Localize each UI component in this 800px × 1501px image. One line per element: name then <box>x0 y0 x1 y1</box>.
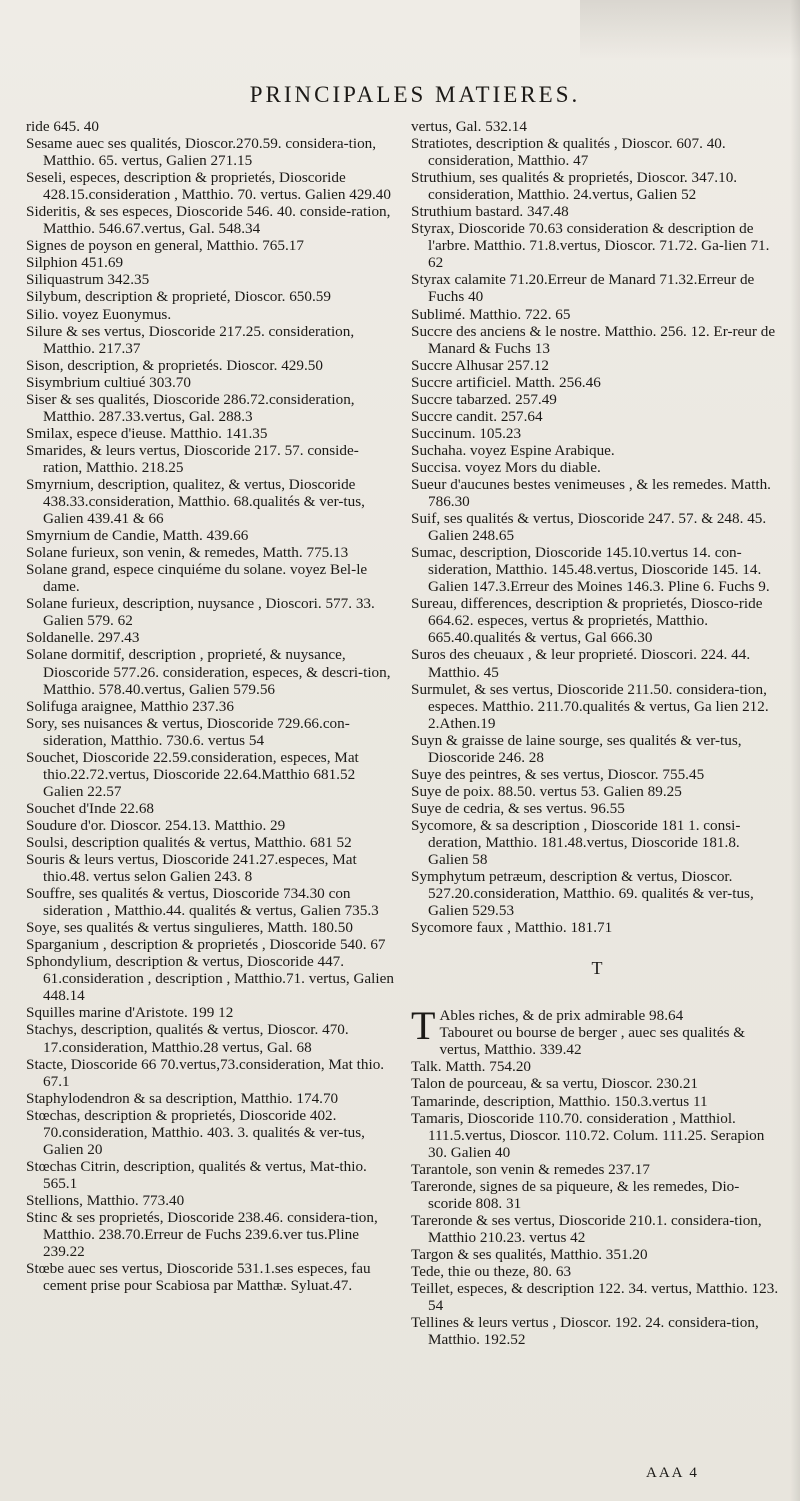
index-entry: Stœbe auec ses vertus, Dioscoride 531.1.ses especes, fau cement prise pour Scabiosa par Matthæ. Syluat.47. <box>26 1260 371 1295</box>
index-entry: Stinc & ses proprietés, Dioscoride 238.46. considera-tion, Matthio. 238.70.Erreur de Fuchs 239.6.ver tus.Pline 239.22 <box>26 1209 378 1261</box>
index-entries-s <box>411 118 783 936</box>
index-entry: Silphion 451.69 <box>26 254 124 272</box>
index-entry: Signes de poyson en general, Matthio. 765.17 <box>26 237 304 255</box>
index-entry: Tarantole, son venin & remedes 237.17 <box>411 1160 650 1178</box>
signature-mark: AAA 4 <box>646 1465 699 1481</box>
index-entry: Solane dormitif, description , proprieté, & nuysance, Dioscoride 577.26. consideration, especes, & descri-tion, Matthio. 578.40.vertus, Galien 579.56 <box>26 646 391 698</box>
index-entry: Souchet, Dioscoride 22.59.consideration, especes, Mat thio.22.72.vertus, Dioscoride 22.64.Matthio 681.52 Galien 22.57 <box>26 748 359 800</box>
index-entry: Stœchas Citrin, description, qualités & vertus, Mat-thio. 565.1 <box>26 1157 367 1192</box>
index-entry: Smyrnium de Candie, Matth. 439.66 <box>26 527 249 545</box>
index-entry: vertus, Gal. 532.14 <box>411 118 527 135</box>
index-entry: Soldanelle. 297.43 <box>26 629 140 647</box>
index-entry: Symphytum petræum, description & vertus, Dioscor. 527.20.consideration, Matthio. 69. qualités & ver-tus, Galien 529.53 <box>411 868 754 920</box>
index-entry: Siser & ses qualités, Dioscoride 286.72.consideration, Matthio. 287.33.vertus, Gal. 288.3 <box>26 390 355 425</box>
index-entry: Solane furieux, son venin, & remedes, Matth. 775.13 <box>26 544 349 562</box>
index-entry: Tamarinde, description, Matthio. 150.3.vertus 11 <box>411 1092 708 1110</box>
page-edge-shadow <box>580 0 800 60</box>
index-entry: Soulsi, description qualités & vertus, Matthio. 681 52 <box>26 833 352 851</box>
index-entry: Silybum, description & proprieté, Dioscor. 650.59 <box>26 288 331 306</box>
index-entry: Stœchas, description & proprietés, Dioscoride 402. 70.consideration, Matthio. 403. 3. qualités & ver-tus, Galien 20 <box>26 1106 365 1158</box>
index-entry: Sueur d'aucunes bestes venimeuses , & les remedes. Matth. 786.30 <box>411 475 771 511</box>
index-entry: Solifuga araignee, Matthio 237.36 <box>26 697 234 715</box>
index-entry: Stellions, Matthio. 773.40 <box>26 1191 185 1209</box>
page-title: PRINCIPALES MATIERES. <box>249 82 581 107</box>
index-entry: ride 645. 40 <box>26 118 99 135</box>
index-entry: Solane grand, espece cinquiéme du solane. voyez Bel-le dame. <box>26 561 368 596</box>
index-entry: Suif, ses qualités & vertus, Dioscoride 247. 57. & 248. 45. Galien 248.65 <box>411 510 767 545</box>
index-entry: Struthium bastard. 347.48 <box>411 203 569 221</box>
index-entry: Sory, ses nuisances & vertus, Dioscoride 729.66.con-sideration, Matthio. 730.6. vertus 54 <box>26 714 350 749</box>
section-letter-t: T <box>591 958 603 979</box>
index-entry: Succre des anciens & le nostre. Matthio. 256. 12. Er-reur de Manard & Fuchs 13 <box>411 322 776 357</box>
index-entry: Stratiotes, description & qualités , Dioscor. 607. 40. consideration, Matthio. 47 <box>411 135 726 170</box>
index-entry: Sesame auec ses qualités, Dioscor.270.59. considera-tion, Matthio. 65. vertus, Galien 271.15 <box>26 135 377 170</box>
index-entry: Smilax, espece d'ieuse. Matthio. 141.35 <box>26 424 268 442</box>
entry-text: Ables riches, & de prix admirable 98.64 <box>439 1007 684 1025</box>
index-entry: Silio. voyez Euonymus. <box>26 305 172 323</box>
index-entry: Tellines & leurs vertus , Dioscor. 192. 24. considera-tion, Matthio. 192.52 <box>411 1314 759 1349</box>
index-entry: Styrax calamite 71.20.Erreur de Manard 71.32.Erreur de Fuchs 40 <box>411 271 755 306</box>
index-entry: Sphondylium, description & vertus, Dioscoride 447. 61.consideration , description , Matthio.71. vertus, Galien 448.14 <box>26 953 394 1005</box>
index-entry: Succre artificiel. Matth. 256.46 <box>411 373 601 391</box>
index-entry: Smarides, & leurs vertus, Dioscoride 217. 57. conside-ration, Matthio. 218.25 <box>26 441 359 476</box>
index-entry: Surmulet, & ses vertus, Dioscoride 211.50. considera-tion, especes. Matthio. 211.70.qualités & vertus, Ga lien 212. 2.Athen.19 <box>411 680 769 732</box>
index-entry: Tareronde, signes de sa piqueure, & les remedes, Dio-scoride 808. 31 <box>411 1177 740 1212</box>
index-entry <box>411 1003 783 1059</box>
index-entry: Talon de pourceau, & sa vertu, Dioscor. 230.21 <box>411 1075 699 1093</box>
index-entry: Sparganium , description & proprietés , Dioscoride 540. 67 <box>26 936 386 954</box>
index-entry: Suye de cedria, & ses vertus. 96.55 <box>411 799 625 817</box>
index-entry: Sublimé. Matthio. 722. 65 <box>411 305 571 323</box>
index-entry: Tamaris, Dioscoride 110.70. consideration , Matthiol. 111.5.vertus, Dioscor. 110.72. Colum. 111.25. Serapion 30. Galien 40 <box>411 1109 765 1161</box>
index-entry: Succisa. voyez Mors du diable. <box>411 458 601 476</box>
index-entry: Sycomore faux , Matthio. 181.71 <box>411 919 613 937</box>
index-entry: Sumac, description, Dioscoride 145.10.vertus 14. con-sideration, Matthio. 145.48.vertus, Dioscoride 145. 14. Galien 147.3.Erreur des Moines 146.3. Pline 6. Fuchs 9. <box>411 544 770 596</box>
index-entry: Sisymbrium cultiué 303.70 <box>26 373 191 391</box>
index-entry: Tede, thie ou theze, 80. 63 <box>411 1263 572 1280</box>
index-entry: Targon & ses qualités, Matthio. 351.20 <box>411 1245 648 1263</box>
index-entry: Seseli, especes, description & proprietés, Dioscoride 428.15.consideration , Matthio. 70. vertus. Galien 429.40 <box>26 169 391 204</box>
index-entry: Talk. Matth. 754.20 <box>411 1058 532 1076</box>
index-entry: Soudure d'or. Dioscor. 254.13. Matthio. 29 <box>26 816 286 834</box>
index-entry: Tareronde & ses vertus, Dioscoride 210.1. considera-tion, Matthio 210.23. vertus 42 <box>411 1211 762 1246</box>
index-column-right <box>411 118 783 1348</box>
index-entry: Silure & ses vertus, Dioscoride 217.25. consideration, Matthio. 217.37 <box>26 322 355 357</box>
index-entry: Sison, description, & proprietés. Dioscor. 429.50 <box>26 356 323 374</box>
index-entry: Stacte, Dioscoride 66 70.vertus,73.consideration, Mat thio. 67.1 <box>26 1055 385 1090</box>
index-entry: Suye des peintres, & ses vertus, Dioscor. 755.45 <box>411 765 705 783</box>
index-entry: Succre Alhusar 257.12 <box>411 356 549 374</box>
index-entries-t <box>411 1058 783 1348</box>
page-gutter-shadow <box>790 0 800 1501</box>
index-entry: Succre tabarzed. 257.49 <box>411 390 557 408</box>
index-entry: Suyn & graisse de laine sourge, ses qualités & ver-tus, Dioscoride 246. 28 <box>411 731 742 766</box>
index-entry: Soye, ses qualités & vertus singulieres, Matth. 180.50 <box>26 919 353 937</box>
index-entry: Sureau, differences, description & proprietés, Diosco-ride 664.62. especes, vertus & proprietés, Matthio. 665.40.qualités & vertus, Gal 666.30 <box>411 595 763 647</box>
index-entry: Siliquastrum 342.35 <box>26 271 150 289</box>
index-entry: Suchaha. voyez Espine Arabique. <box>411 441 615 459</box>
index-entry: Souffre, ses qualités & vertus, Dioscoride 734.30 con sideration , Matthio.44. qualités & vertus, Galien 735.3 <box>26 885 379 920</box>
index-entry: Suros des cheuaux , & leur proprieté. Dioscori. 224. 44. Matthio. 45 <box>411 646 751 681</box>
index-entry: Succre candit. 257.64 <box>411 407 543 425</box>
index-column-left <box>26 118 396 1294</box>
drop-cap: T <box>411 1003 436 1049</box>
index-entry: Sideritis, & ses especes, Dioscoride 546. 40. conside-ration, Matthio. 546.67.vertus, Gal. 548.34 <box>26 203 391 238</box>
index-entry: Sycomore, & sa description , Dioscoride 181 1. consi-deration, Matthio. 181.48.vertus, Dioscoride 181.8. Galien 58 <box>411 816 741 869</box>
index-entry: Smyrnium, description, qualitez, & vertus, Dioscoride 438.33.consideration, Matthio. 68.qualités & ver-tus, Galien 439.41 & 66 <box>26 475 365 528</box>
entry-text: Tabouret ou bourse de berger , auec ses qualités & vertus, Matthio. 339.42 <box>439 1024 746 1059</box>
index-entry: Styrax, Dioscoride 70.63 consideration & description de l'arbre. Matthio. 71.8.vertus, Dioscor. 71.72. Ga-lien 71. 62 <box>411 220 770 272</box>
index-entry: Staphylodendron & sa description, Matthio. 174.70 <box>26 1089 339 1107</box>
index-entry: Suye de poix. 88.50. vertus 53. Galien 89.25 <box>411 782 682 800</box>
index-entry: Stachys, description, qualités & vertus, Dioscor. 470. 17.consideration, Matthio.28 vertus, Gal. 68 <box>26 1021 349 1056</box>
index-entry: Solane furieux, description, nuysance , Dioscori. 577. 33. Galien 579. 62 <box>26 595 375 630</box>
index-entry: Succinum. 105.23 <box>411 424 522 442</box>
index-entry: Teillet, especes, & description 122. 34. vertus, Matthio. 123. 54 <box>411 1280 779 1315</box>
index-entry: Struthium, ses qualités & proprietés, Dioscor. 347.10. consideration, Matthio. 24.vertus, Galien 52 <box>411 169 738 204</box>
index-entry: Squilles marine d'Aristote. 199 12 <box>26 1004 234 1022</box>
index-entry: Souchet d'Inde 22.68 <box>26 799 155 817</box>
index-entry: Souris & leurs vertus, Dioscoride 241.27.especes, Mat thio.48. vertus selon Galien 243. 8 <box>26 851 357 886</box>
